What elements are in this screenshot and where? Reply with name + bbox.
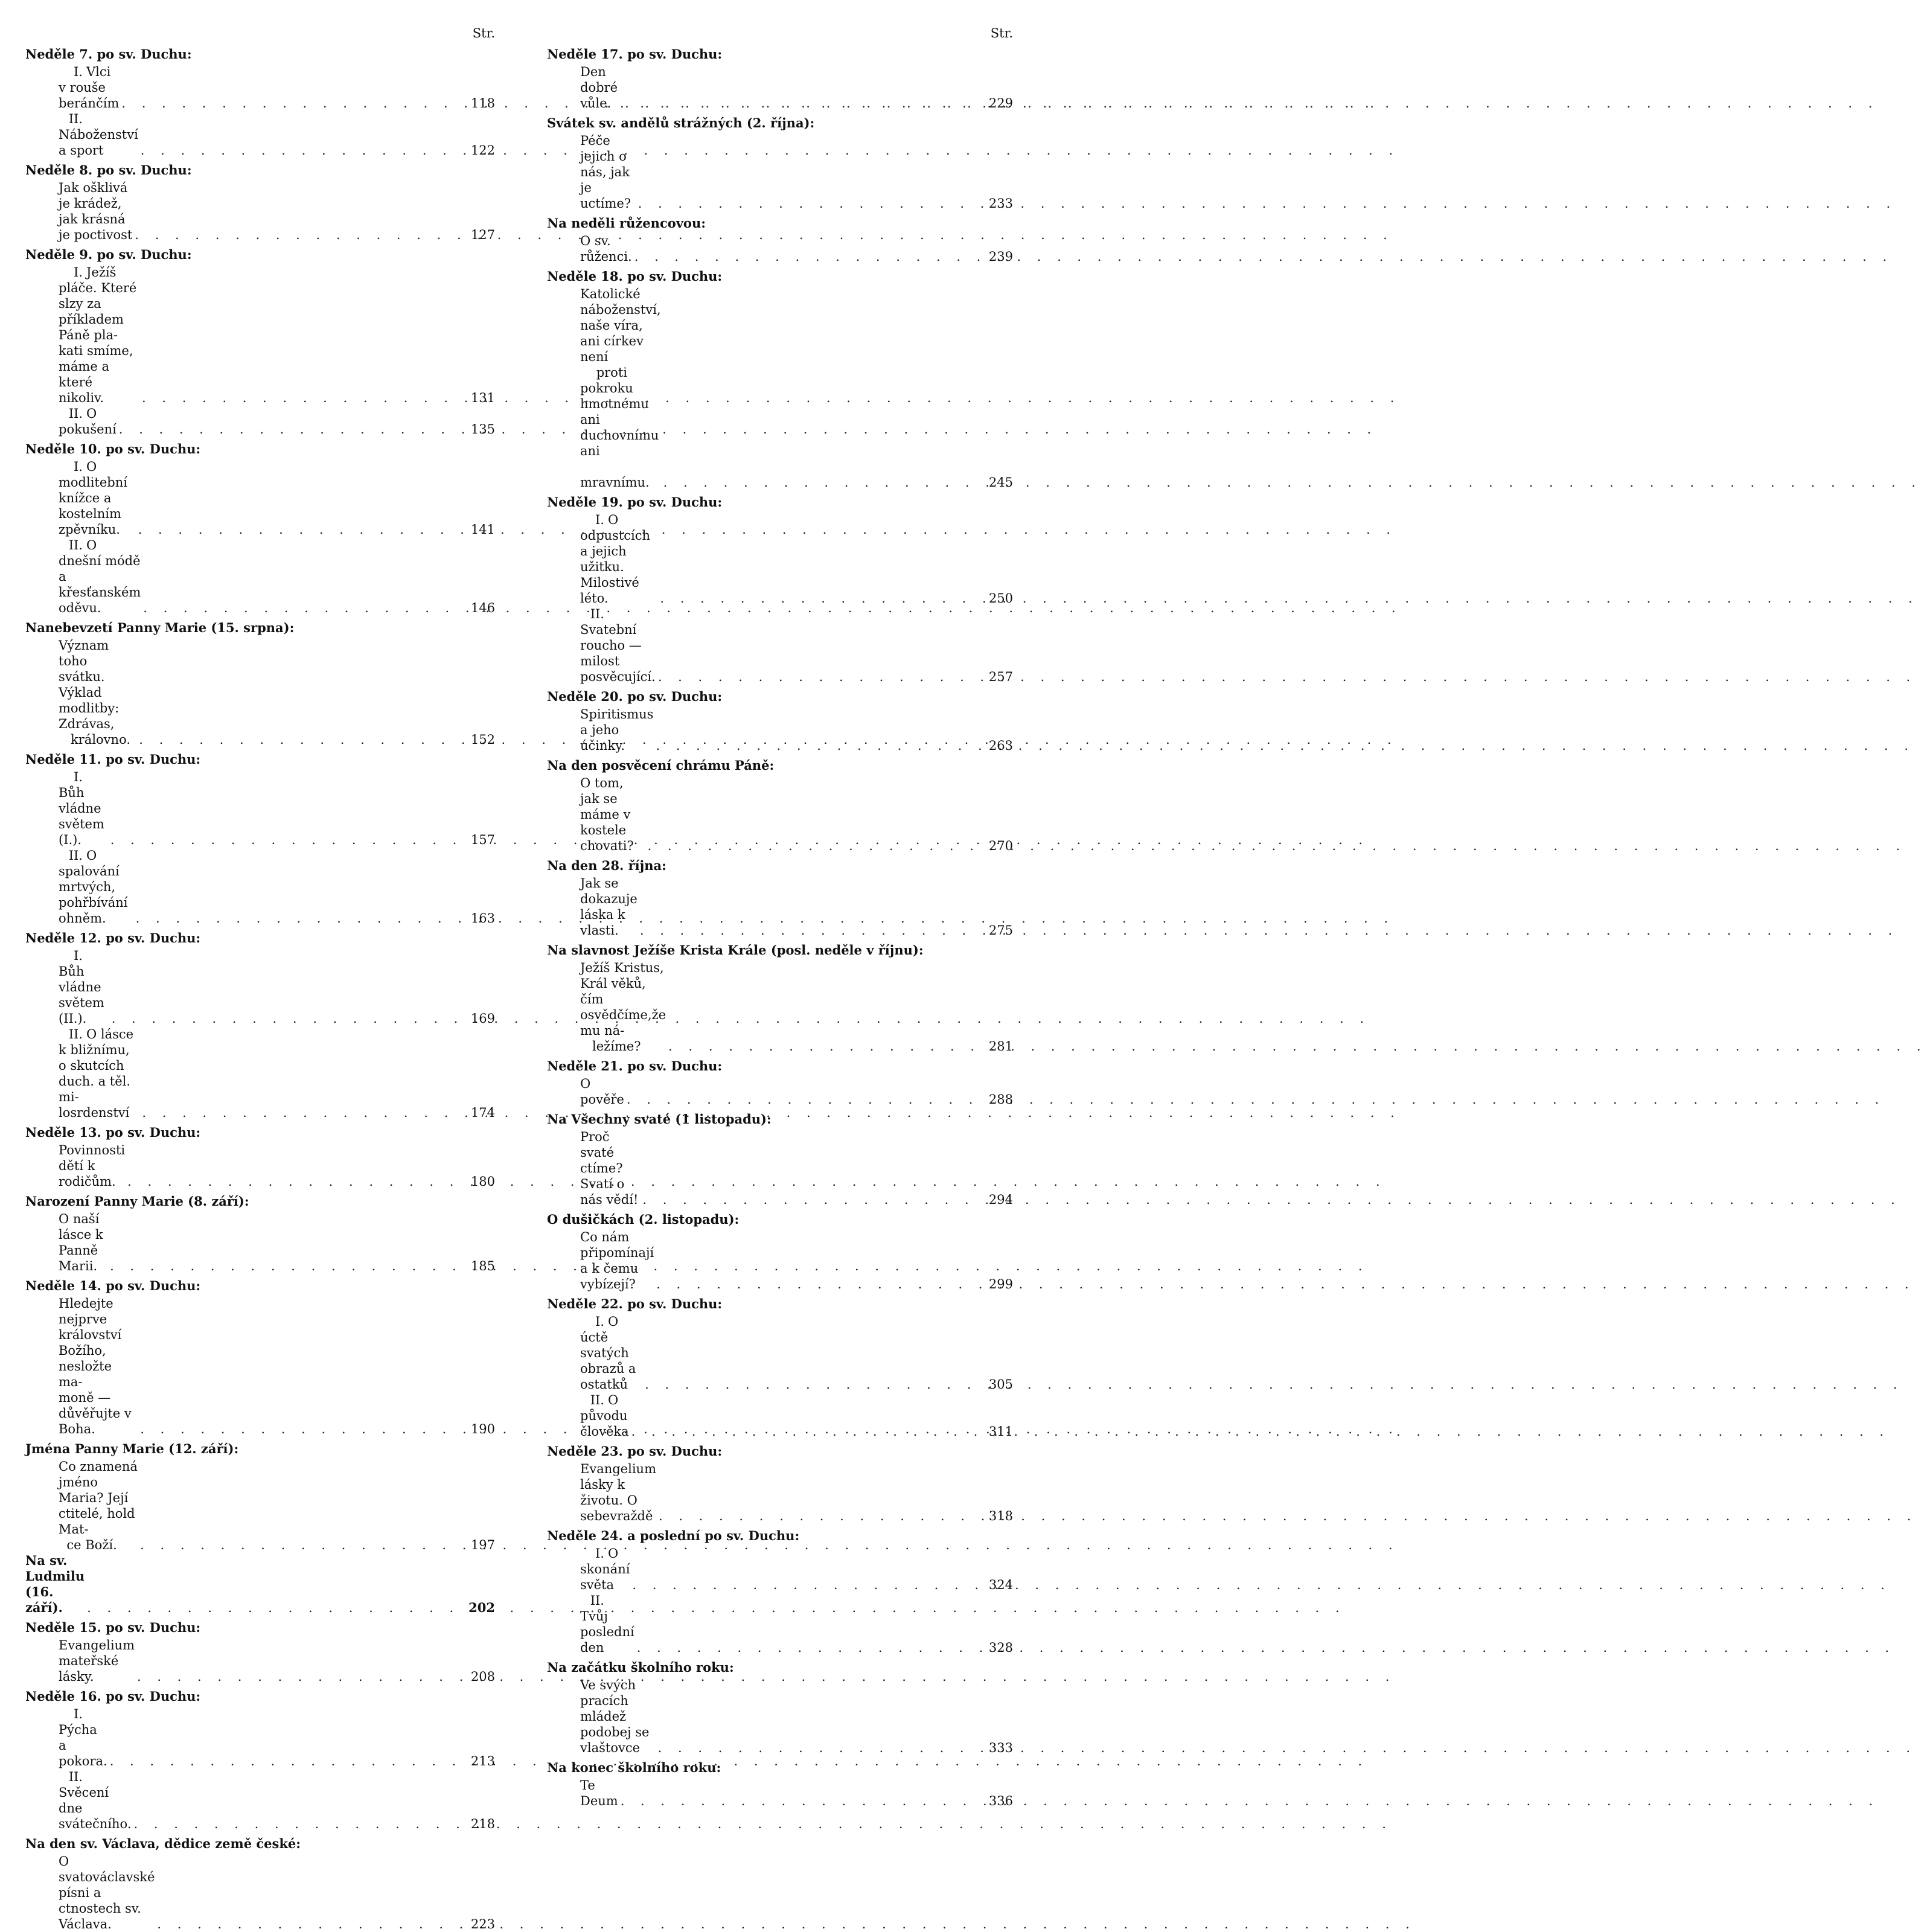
toc-entry (25, 406, 495, 437)
entry-roman-numeral: II. (68, 538, 83, 552)
section-heading: Na slavnost Ježíše Krista Krále (posl. neděle v říjnu): (547, 942, 924, 958)
section-heading: Neděle 12. po sv. Duchu: (25, 930, 201, 945)
entry-title (59, 638, 136, 747)
entry-roman-numeral: II. (68, 1770, 83, 1784)
page-number: 239 (988, 249, 1013, 264)
dot-leader (110, 1258, 461, 1274)
page-number: 197 (470, 1538, 495, 1552)
entry-title (580, 960, 666, 1054)
toc-entry (547, 64, 1013, 111)
entry-title (580, 233, 632, 264)
entry-title (580, 1314, 642, 1392)
toc-section (25, 1688, 495, 1832)
entry-text: O úctě svatých obrazů a ostatků (580, 1314, 641, 1392)
entry-title (59, 1211, 107, 1274)
entry-text: O svatováclavské písni a ctnostech sv. Václava. (59, 1854, 159, 1931)
entry-text: Povinnosti dětí k rodičům. (59, 1143, 129, 1189)
section-heading: Neděle 21. po sv. Duchu: (547, 1058, 723, 1073)
dot-leader (110, 832, 461, 848)
entry-title (580, 133, 636, 211)
entry-text: O tom, jak se máme v kostele chovati? (580, 776, 635, 853)
page-number: 333 (988, 1741, 1013, 1755)
page-number: 318 (988, 1509, 1013, 1523)
entry-text: Ježíš pláče. Které slzy za příkladem Páně pla- kati smíme, máme a které nikoliv. (59, 265, 137, 405)
entry-text: O spalování mrtvých, pohřbívání ohněm. (59, 848, 132, 926)
entry-text: Ježíš Kristus, Král věků, čím osvědčíme,že mu ná- ležíme? (580, 961, 666, 1054)
dot-leader (634, 249, 979, 264)
dot-leader (127, 1174, 461, 1189)
section-heading: Na konec školního roku: (547, 1760, 721, 1775)
dot-leader (143, 600, 461, 616)
entry-text: Vlci v rouše beránčím (59, 65, 120, 110)
dot-leader (140, 1537, 461, 1553)
entry-title (580, 1129, 640, 1208)
entry-title (59, 1142, 129, 1189)
dot-leader (640, 923, 979, 938)
toc-entry (25, 1553, 495, 1616)
dot-leader (631, 1424, 979, 1439)
page-number: 157 (470, 833, 495, 847)
entry-title (580, 1777, 618, 1809)
page-number: 311 (988, 1424, 1013, 1439)
entry-title (580, 775, 645, 854)
toc-entry (25, 64, 495, 111)
toc-entry (547, 1546, 1013, 1593)
page-number: 180 (470, 1174, 495, 1189)
page-number: 127 (470, 228, 495, 242)
page-column-label: Str. (990, 26, 1013, 40)
toc-section (547, 1527, 1013, 1655)
entry-text: Náboženství a sport (59, 127, 142, 158)
page-number: 257 (988, 670, 1013, 684)
toc-section (547, 857, 1013, 938)
toc-section (547, 1296, 1013, 1439)
section-heading: Neděle 17. po sv. Duchu: (547, 46, 723, 62)
entry-text: Den dobré vůle. (580, 65, 622, 110)
entry-title (59, 1854, 159, 1932)
entry-text: O naší lásce k Panně Marii. (59, 1212, 107, 1273)
toc-section (547, 688, 1013, 753)
dot-leader (632, 1577, 979, 1593)
section-heading: Na den 28. října: (547, 858, 666, 873)
entry-roman-numeral: II. (68, 1027, 83, 1041)
page-number: 190 (470, 1422, 495, 1436)
entry-text: O dnešní módě a křesťanském oděvu. (59, 538, 145, 615)
toc-section (25, 162, 495, 243)
entry-title (59, 1706, 107, 1769)
entry-roman-numeral: I. (74, 265, 83, 280)
section-heading: Na začátku školního roku: (547, 1660, 734, 1675)
dot-leader (87, 1600, 461, 1616)
page-number: 299 (988, 1277, 1013, 1291)
toc-entry (25, 1706, 495, 1769)
dot-leader (637, 1640, 979, 1655)
entry-title (580, 286, 661, 490)
entry-text: O pověře (580, 1076, 624, 1107)
page-number: 152 (470, 732, 495, 747)
page-number: 233 (988, 196, 1013, 211)
entry-text: Význam toho svátku. Výklad modlitby: Zdrávas, královno. (59, 638, 131, 747)
entry-title (59, 1296, 138, 1437)
section-heading: Na neděli růžencovou: (547, 216, 706, 231)
entry-roman-numeral: II. (68, 406, 83, 421)
entry-text: Péče jejich o nás, jak je uctíme? (580, 133, 634, 211)
entry-text: Svatební roucho — milost posvěcující. (580, 622, 656, 684)
dot-leader (663, 475, 979, 490)
entry-title (580, 706, 658, 753)
page-number: 122 (470, 143, 495, 158)
entry-title (580, 1461, 660, 1524)
dot-leader (134, 1816, 462, 1832)
toc-section (25, 930, 495, 1121)
section-heading: Neděle 13. po sv. Duchu: (25, 1125, 201, 1140)
toc-section (547, 1058, 1013, 1107)
page-number: 245 (988, 475, 1013, 490)
entry-text: Spiritismus a jeho účinky. (580, 707, 658, 753)
toc-entry (25, 1296, 495, 1437)
toc-section (25, 46, 495, 158)
entry-roman-numeral: I. (74, 65, 83, 79)
dot-leader (142, 390, 461, 406)
entry-title (59, 948, 109, 1026)
toc-entry (547, 775, 1013, 854)
entry-roman-numeral: I. (74, 770, 83, 784)
page-number: 169 (470, 1011, 495, 1026)
toc-section (25, 1193, 495, 1274)
dot-leader (658, 669, 979, 685)
toc-entry (547, 233, 1013, 264)
section-heading: Neděle 18. po sv. Duchu: (547, 269, 723, 284)
toc-entry (25, 459, 495, 537)
entry-roman-numeral: I. (74, 1707, 83, 1721)
toc-entry (547, 1461, 1013, 1524)
toc-entry (25, 1211, 495, 1274)
section-heading: O dušičkách (2. listopadu): (547, 1212, 740, 1227)
toc-section (25, 619, 495, 747)
entry-title (59, 1026, 139, 1121)
entry-title (580, 1677, 656, 1756)
entry-text: O odpustcích a jejich užitku. Milostivé léto. (580, 513, 654, 606)
dot-leader (142, 1105, 461, 1121)
section-heading: Neděle 23. po sv. Duchu: (547, 1444, 723, 1459)
section-heading: Neděle 11. po sv. Duchu: (25, 752, 201, 767)
dot-leader (621, 1793, 979, 1809)
toc-entry (547, 1777, 1013, 1809)
toc-sections (547, 46, 1013, 1809)
section-heading: Nanebevzetí Panny Marie (15. srpna): (25, 620, 295, 635)
dot-leader (620, 95, 979, 111)
page-number: 118 (470, 96, 495, 110)
toc-section (25, 1278, 495, 1437)
section-heading: Na Všechny svaté (1 listopadu): (547, 1112, 772, 1127)
toc-entry (547, 133, 1013, 211)
page-number: 163 (470, 911, 495, 926)
entry-roman-numeral: II. (590, 1593, 604, 1608)
section-heading: Neděle 14. po sv. Duchu: (25, 1278, 201, 1293)
dot-leader (668, 1038, 979, 1054)
toc-entry (25, 1142, 495, 1189)
section-heading: Neděle 15. po sv. Duchu: (25, 1620, 201, 1635)
dot-leader (656, 738, 979, 753)
entry-text: Katolické náboženství, naše víra, ani církev není proti pokroku hmotnému ani duchovnímu ani mravnímu. (580, 287, 661, 490)
toc-section (25, 246, 495, 437)
entry-title (59, 769, 108, 848)
dot-leader (110, 1753, 461, 1769)
page-column-label: Str. (472, 26, 495, 40)
toc-entry (25, 1769, 495, 1832)
toc-section (547, 1759, 1013, 1809)
toc-section (25, 1441, 495, 1553)
entry-text: Pýcha a pokora. (59, 1722, 107, 1768)
section-heading: Jména Panny Marie (12. září): (25, 1441, 239, 1456)
page-number: 263 (988, 738, 1013, 753)
toc-entry (25, 180, 495, 243)
toc-entry (547, 512, 1013, 606)
dot-leader (658, 1740, 979, 1756)
entry-roman-numeral: I. (595, 1314, 604, 1329)
entry-text: Bůh vládne světem (II.). (59, 964, 109, 1026)
entry-text: Co nám připomínají a k čemu vybízejí? (580, 1230, 658, 1291)
toc-entry (25, 769, 495, 848)
toc-section (25, 1835, 495, 1932)
page-number: 202 (468, 1600, 495, 1615)
page-number: 185 (470, 1259, 495, 1273)
entry-text: O skonání světa (580, 1546, 634, 1592)
page-number: 336 (988, 1794, 1013, 1808)
toc-section (25, 1619, 495, 1684)
section-heading: Neděle 8. po sv. Duchu: (25, 162, 192, 178)
toc-entry (547, 875, 1013, 938)
entry-title (580, 512, 657, 606)
toc-entry (25, 948, 495, 1026)
dot-leader (137, 1669, 461, 1684)
entry-title (580, 1076, 624, 1107)
dot-leader (140, 1421, 461, 1437)
entry-text: Te Deum (580, 1778, 618, 1808)
entry-title (580, 875, 642, 938)
entry-text: O původu člověka (580, 1393, 632, 1439)
toc-entry (25, 1026, 495, 1121)
section-heading: Neděle 10. po sv. Duchu: (25, 441, 201, 456)
entry-text: O sv. růženci. (580, 234, 632, 264)
entry-text: Evangelium mateřské lásky. (59, 1638, 139, 1684)
entry-text: O pokušení (59, 406, 117, 437)
toc-section (547, 268, 1013, 490)
section-heading: Neděle 22. po sv. Duchu: (547, 1296, 723, 1311)
entry-title (580, 1229, 658, 1292)
dot-leader (157, 1916, 461, 1932)
toc-entry (547, 1076, 1013, 1107)
toc-entry (25, 537, 495, 616)
section-heading: Neděle 20. po sv. Duchu: (547, 689, 723, 704)
toc-entry (547, 1314, 1013, 1392)
section-heading: Na den posvěcení chrámu Páně: (547, 758, 775, 773)
toc-section (547, 494, 1013, 685)
toc-entry (547, 1129, 1013, 1208)
toc-entry (25, 1854, 495, 1932)
dot-leader (138, 522, 461, 537)
toc-entry (25, 1637, 495, 1684)
dot-leader (648, 838, 979, 854)
entry-roman-numeral: II. (68, 112, 83, 126)
page-number: 250 (988, 591, 1013, 606)
dot-leader (638, 196, 979, 211)
entry-text: O lásce k bližnímu, o skutcích duch. a těl. mi- losrdenství (59, 1027, 134, 1120)
dot-leader (139, 732, 461, 747)
dot-leader (642, 1192, 979, 1208)
entry-text: Jak ošklivá je krádež, jak krásná je poctivost (59, 181, 133, 242)
entry-roman-numeral: I. (74, 948, 83, 963)
entry-title (580, 1546, 634, 1593)
entry-title: Na sv. Ludmilu (16. září). (25, 1553, 89, 1615)
toc-entry (25, 111, 495, 158)
page-number: 146 (470, 601, 495, 615)
page-number: 275 (988, 923, 1013, 938)
entry-text: Bůh vládne světem (I.). (59, 785, 109, 847)
entry-text: Co znamená jméno Maria? Její ctitelé, hold Mat- ce Boží. (59, 1459, 138, 1552)
toc-section (25, 1553, 495, 1616)
entry-roman-numeral: I. (595, 513, 604, 527)
toc-column-right (547, 24, 1013, 1809)
section-heading: Neděle 7. po sv. Duchu: (25, 46, 192, 62)
section-heading: Svátek sv. andělů strážných (2. října): (547, 115, 815, 130)
entry-title (59, 180, 132, 243)
entry-title (580, 606, 656, 685)
page-number: 288 (988, 1092, 1013, 1107)
toc-section (547, 115, 1013, 211)
entry-title (59, 264, 139, 406)
dot-leader (121, 95, 461, 111)
page-number: 208 (470, 1669, 495, 1684)
toc-entry (547, 606, 1013, 685)
toc-entry (25, 638, 495, 747)
dot-leader (656, 1276, 979, 1292)
toc-entry (547, 286, 1013, 490)
toc-section (25, 1124, 495, 1189)
dot-leader (136, 910, 461, 926)
section-heading: Neděle 9. po sv. Duchu: (25, 247, 192, 262)
toc-entry (547, 706, 1013, 753)
dot-leader (135, 227, 461, 243)
toc-section (547, 1111, 1013, 1208)
toc-section (547, 942, 1013, 1054)
toc-section (547, 46, 1013, 111)
entry-roman-numeral: II. (68, 848, 83, 863)
entry-title (580, 1593, 639, 1655)
dot-leader (141, 142, 461, 158)
toc-section (547, 215, 1013, 264)
entry-title (59, 1769, 132, 1832)
entry-title (59, 111, 142, 158)
page-number: 218 (470, 1817, 495, 1831)
dot-leader (659, 1508, 979, 1524)
toc-sections (25, 46, 495, 1932)
entry-text: Jak se dokazuje láska k vlasti. (580, 876, 642, 938)
entry-title (580, 64, 622, 111)
entry-text: Tvůj poslední den (580, 1609, 639, 1655)
page-number: 281 (988, 1039, 1013, 1054)
entry-text: Svěcení dne svátečního. (59, 1785, 132, 1831)
toc-section (547, 1443, 1013, 1524)
entry-title (59, 406, 117, 437)
section-heading: Neděle 16. po sv. Duchu: (25, 1689, 201, 1704)
page-number: 174 (470, 1105, 495, 1120)
toc-column-left (25, 24, 495, 1932)
page-number: 294 (988, 1192, 1013, 1207)
toc-entry (547, 1229, 1013, 1292)
dot-leader (112, 1011, 461, 1026)
page-number: 270 (988, 839, 1013, 853)
page-number: 223 (470, 1917, 495, 1931)
dot-leader (627, 1092, 979, 1107)
page-number: 135 (470, 422, 495, 437)
toc-section (547, 757, 1013, 854)
toc-section (25, 441, 495, 616)
toc-entry (547, 1392, 1013, 1439)
entry-text: Evangelium lásky k životu. O sebevraždě (580, 1462, 660, 1523)
entry-title (59, 1459, 138, 1553)
entry-text: Ve svých pracích mládež podobej se vlaštovce (580, 1678, 654, 1755)
page-number: 141 (470, 522, 495, 537)
page-number: 324 (988, 1578, 1013, 1592)
entry-text: O modlitební knížce a kostelním zpěvníku. (59, 459, 132, 537)
entry-text: Proč svaté ctíme? Svatí o nás vědí! (580, 1130, 639, 1207)
toc-entry (25, 264, 495, 406)
entry-roman-numeral: I. (595, 1546, 604, 1561)
page-number: 305 (988, 1377, 1013, 1392)
toc-entry (25, 848, 495, 926)
entry-title (59, 848, 133, 926)
section-heading: Narození Panny Marie (8. září): (25, 1194, 249, 1209)
dot-leader (645, 1377, 979, 1392)
page-number: 328 (988, 1640, 1013, 1655)
entry-title (580, 1392, 632, 1439)
entry-text: Hledejte nejprve království Božího, nesložte ma- moně — důvěřujte v Boha. (59, 1296, 132, 1436)
toc-entry (547, 1593, 1013, 1655)
toc-entry (547, 1677, 1013, 1756)
toc-entry (25, 1459, 495, 1553)
page-number: 229 (988, 96, 1013, 110)
entry-roman-numeral: II. (590, 1393, 604, 1407)
dot-leader (119, 421, 461, 437)
entry-title (59, 1637, 139, 1684)
page-number: 131 (470, 391, 495, 405)
entry-title (59, 459, 136, 537)
entry-title (59, 537, 145, 616)
section-heading: Na den sv. Václava, dědice země české: (25, 1836, 301, 1851)
toc-section (547, 1659, 1013, 1756)
toc-section (25, 751, 495, 926)
page-number: 213 (470, 1754, 495, 1768)
dot-leader (660, 590, 979, 606)
toc-section (547, 1211, 1013, 1292)
section-heading: Neděle 24. a poslední po sv. Duchu: (547, 1528, 800, 1543)
section-heading: Neděle 19. po sv. Duchu: (547, 494, 723, 510)
toc-entry (547, 960, 1013, 1054)
entry-roman-numeral: I. (74, 459, 83, 474)
entry-title (59, 64, 119, 111)
entry-roman-numeral: II. (590, 607, 604, 621)
